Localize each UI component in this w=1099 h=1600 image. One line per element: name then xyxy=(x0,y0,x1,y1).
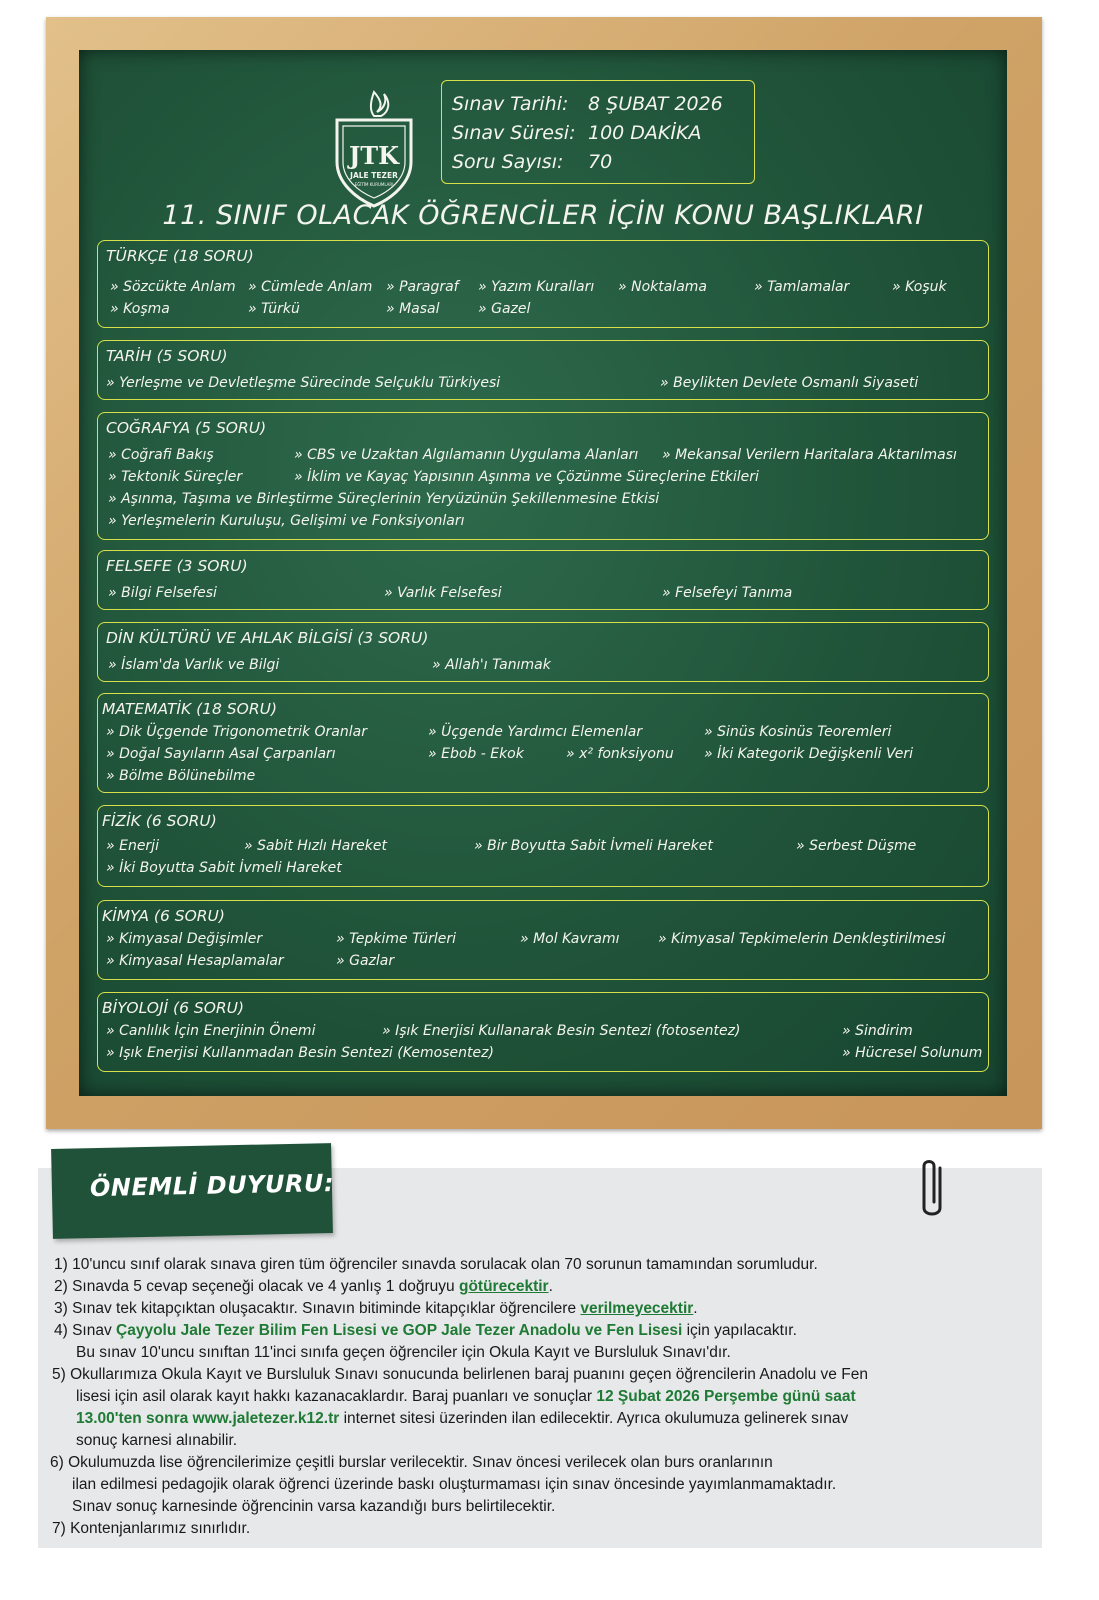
topic-item: » Mol Kavramı xyxy=(520,931,620,947)
section-biyoloji xyxy=(97,992,989,1072)
topic-item: » Bölme Bölünebilme xyxy=(106,768,255,784)
exam-questions-value: 70 xyxy=(588,151,613,173)
topic-item: » Serbest Düşme xyxy=(796,838,916,854)
topic-item: » Felsefeyi Tanıma xyxy=(662,585,792,601)
topic-item: » Türkü xyxy=(248,301,300,317)
notice-line-3: 3) Sınav tek kitapçıktan oluşacaktır. Sınavın bitiminde kitapçıklar öğrencilere verilmeyecektir. xyxy=(54,1300,698,1317)
topic-item: » Gazel xyxy=(478,301,530,317)
topic-item: » x² fonksiyonu xyxy=(566,746,674,762)
topic-item: » Yazım Kuralları xyxy=(478,279,594,295)
topic-item: » Işık Enerjisi Kullanmadan Besin Sentezi (Kemosentez) xyxy=(106,1045,494,1061)
topic-item: » Allah'ı Tanımak xyxy=(432,657,551,673)
notice-line-5d: sonuç karnesi alınabilir. xyxy=(76,1432,238,1449)
exam-info-box xyxy=(441,80,755,184)
topic-item: » Gazlar xyxy=(336,953,394,969)
section-kimya xyxy=(97,900,989,980)
topic-item: » Noktalama xyxy=(618,279,707,295)
topic-item: » Aşınma, Taşıma ve Birleştirme Süreçlerinin Yeryüzünün Şekillenmesine Etkisi xyxy=(108,491,659,507)
section-din-kulturu xyxy=(97,622,989,682)
topic-item: » Üçgende Yardımcı Elemenlar xyxy=(428,724,642,740)
topic-item: » Varlık Felsefesi xyxy=(384,585,502,601)
topic-item: » İki Kategorik Değişkenli Veri xyxy=(704,746,913,762)
topic-item: » Ebob - Ekok xyxy=(428,746,524,762)
notice-line-1: 1) 10'uncu sınıf olarak sınava giren tüm öğrenciler sınavda sorulacak olan 70 sorunun tamamından sorumludur. xyxy=(54,1256,818,1273)
notice-line-2: 2) Sınavda 5 cevap seçeneği olacak ve 4 yanlış 1 doğruyu götürecektir. xyxy=(54,1278,553,1295)
notice-line-4: 4) Sınav Çayyolu Jale Tezer Bilim Fen Lisesi ve GOP Jale Tezer Anadolu ve Fen Lisesi için yapılacaktır. xyxy=(54,1322,797,1339)
notice-highlight: verilmeyecektir xyxy=(580,1300,694,1317)
notice-line-7: 7) Kontenjanlarımız sınırlıdır. xyxy=(52,1520,251,1537)
exam-date-label: Sınav Tarihi: xyxy=(452,93,569,115)
topic-item: » Sinüs Kosinüs Teoremleri xyxy=(704,724,891,740)
school-logo-icon xyxy=(331,90,417,210)
topic-item: » Cümlede Anlam xyxy=(248,279,372,295)
page-title: 11. SINIF OLACAK ÖĞRENCİLER İÇİN KONU BAŞLIKLARI xyxy=(162,200,924,231)
section-felsefe xyxy=(97,550,989,610)
section-heading: BİYOLOJİ (6 SORU) xyxy=(102,999,245,1017)
topic-item: » Kimyasal Tepkimelerin Denkleştirilmesi xyxy=(658,931,945,947)
topic-item: » Bir Boyutta Sabit İvmeli Hareket xyxy=(474,838,713,854)
topic-item: » Sabit Hızlı Hareket xyxy=(244,838,387,854)
notice-highlight: Çayyolu Jale Tezer Bilim Fen Lisesi ve GOP Jale Tezer Anadolu ve Fen Lisesi xyxy=(116,1322,683,1339)
exam-duration-value: 100 DAKİKA xyxy=(588,122,702,144)
topic-item: » Beylikten Devlete Osmanlı Siyaseti xyxy=(660,375,918,391)
paperclip-icon xyxy=(914,1158,950,1224)
notice-line-5b: lisesi için asil olarak kayıt hakkı kazanacaklardır. Baraj puanları ve sonuçlar 12 Şubat 2026 Perşembe günü saat xyxy=(76,1388,856,1405)
topic-item: » İklim ve Kayaç Yapısının Aşınma ve Çözünme Süreçlerine Etkileri xyxy=(294,469,759,485)
exam-duration-label: Sınav Süresi: xyxy=(452,122,576,144)
topic-item: » Kimyasal Değişimler xyxy=(106,931,262,947)
logo-line2: EĞİTİM KURUMLARI xyxy=(354,182,394,187)
topic-item: » Bilgi Felsefesi xyxy=(108,585,217,601)
topic-item: » Canlılık İçin Enerjinin Önemi xyxy=(106,1023,315,1039)
topic-item: » Coğrafi Bakış xyxy=(108,447,214,463)
chalkboard xyxy=(79,50,1007,1096)
section-matematik xyxy=(97,693,989,793)
topic-item: » Yerleşme ve Devletleşme Sürecinde Selçuklu Türkiyesi xyxy=(106,375,500,391)
topic-item: » Doğal Sayıların Asal Çarpanları xyxy=(106,746,336,762)
topic-item: » Tepkime Türleri xyxy=(336,931,456,947)
section-heading: TARİH (5 SORU) xyxy=(106,347,228,365)
notice-line-5c: 13.00'ten sonra www.jaletezer.k12.tr internet sitesi üzerinden ilan edilecektir. Ayrıca okulumuza gelinerek sınav xyxy=(76,1410,849,1427)
section-heading: FİZİK (6 SORU) xyxy=(102,812,217,830)
topic-item: » Kimyasal Hesaplamalar xyxy=(106,953,284,969)
topic-item: » Koşuk xyxy=(892,279,947,295)
exam-date-value: 8 ŞUBAT 2026 xyxy=(588,93,723,115)
topic-item: » Sindirim xyxy=(842,1023,913,1039)
section-heading: KİMYA (6 SORU) xyxy=(102,907,225,925)
topic-item: » Paragraf xyxy=(386,279,459,295)
section-tarih xyxy=(97,340,989,400)
logo-line1: JALE TEZER xyxy=(350,171,398,180)
exam-questions-label: Soru Sayısı: xyxy=(452,151,564,173)
logo-letters: JTK xyxy=(348,141,400,170)
topic-item: » İki Boyutta Sabit İvmeli Hareket xyxy=(106,860,342,876)
topic-item: » Tamlamalar xyxy=(754,279,849,295)
topic-item: » Masal xyxy=(386,301,440,317)
notice-highlight: 13.00'ten sonra www.jaletezer.k12.tr xyxy=(76,1410,340,1427)
topic-item: » Sözcükte Anlam xyxy=(110,279,236,295)
topic-item: » Mekansal Verilern Haritalara Aktarılması xyxy=(662,447,957,463)
section-heading: FELSEFE (3 SORU) xyxy=(106,557,248,575)
topic-item: » Koşma xyxy=(110,301,170,317)
topic-item: » CBS ve Uzaktan Algılamanın Uygulama Alanları xyxy=(294,447,638,463)
section-heading: TÜRKÇE (18 SORU) xyxy=(106,247,254,265)
notice-line-6: 6) Okulumuzda lise öğrencilerimize çeşitli burslar verilecektir. Sınav öncesi verilecek olan burs oranlarının xyxy=(50,1454,773,1471)
notice-line-5: 5) Okullarımıza Okula Kayıt ve Bursluluk Sınavı sonucunda belirlenen baraj puanını geçen öğrencilerin Anadolu ve Fen xyxy=(52,1366,868,1383)
section-turkce xyxy=(97,240,989,328)
notice-title-tag xyxy=(51,1143,333,1239)
notice-highlight: 12 Şubat 2026 Perşembe günü saat xyxy=(596,1388,856,1405)
section-fizik xyxy=(97,805,989,887)
notice-title: ÖNEMLİ DUYURU: xyxy=(89,1169,335,1203)
topic-item: » İslam'da Varlık ve Bilgi xyxy=(108,657,279,673)
topic-item: » Hücresel Solunum xyxy=(842,1045,982,1061)
notice-line-6c: Sınav sonuç karnesinde öğrencinin varsa kazandığı burs belirtilecektir. xyxy=(72,1498,556,1515)
notice-line-4b: Bu sınav 10'uncu sınıftan 11'inci sınıfa geçen öğrenciler için Okula Kayıt ve Bursluluk Sınavı'dır. xyxy=(76,1344,731,1361)
section-heading: COĞRAFYA (5 SORU) xyxy=(106,419,267,437)
topic-item: » Enerji xyxy=(106,838,159,854)
topic-item: » Yerleşmelerin Kuruluşu, Gelişimi ve Fonksiyonları xyxy=(108,513,465,529)
topic-item: » Işık Enerjisi Kullanarak Besin Sentezi (fotosentez) xyxy=(382,1023,740,1039)
section-cografya xyxy=(97,412,989,540)
topic-item: » Tektonik Süreçler xyxy=(108,469,242,485)
section-heading: DİN KÜLTÜRÜ VE AHLAK BİLGİSİ (3 SORU) xyxy=(106,629,429,647)
chalkboard-frame xyxy=(46,17,1042,1129)
topic-item: » Dik Üçgende Trigonometrik Oranlar xyxy=(106,724,367,740)
notice-line-6b: ilan edilmesi pedagojik olarak öğrenci üzerinde baskı oluşturmaması için sınav öncesinde yayımlanmamaktadır. xyxy=(72,1476,837,1493)
notice-highlight: götürecektir xyxy=(458,1278,549,1295)
section-heading: MATEMATİK (18 SORU) xyxy=(102,700,277,718)
